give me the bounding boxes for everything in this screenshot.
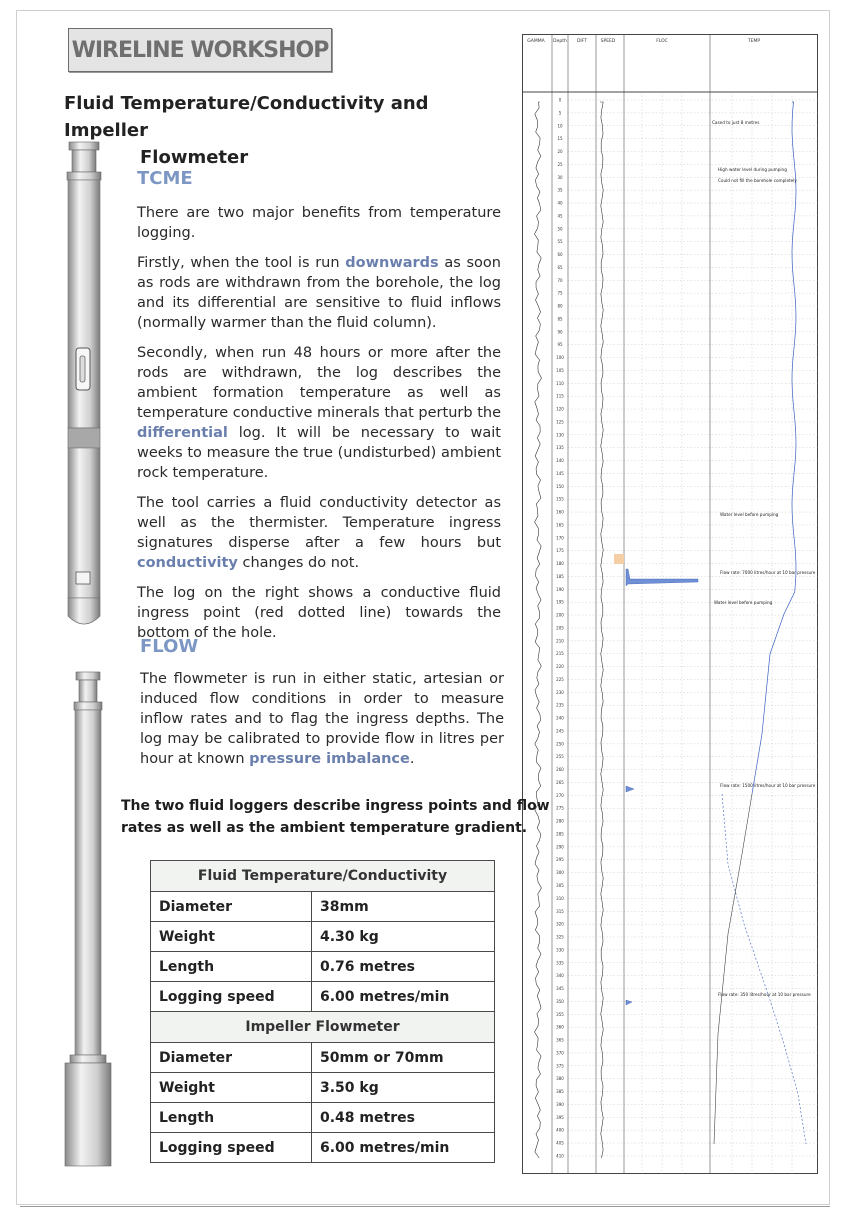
log-column-label: TEMP [747, 39, 761, 44]
tcme-body [137, 203, 501, 653]
spec-value: 0.48 metres [312, 1103, 495, 1133]
log-depth-label: 395 [556, 1114, 564, 1120]
log-annotation: Flow rate: 7000 litres/hour at 10 bar pressure [720, 570, 816, 575]
log-depth-label: 385 [556, 1089, 564, 1095]
log-depth-label: 170 [556, 535, 564, 541]
wireline-log-chart [522, 34, 818, 1174]
log-depth-label: 390 [556, 1101, 564, 1107]
flowmeter-tool-illustration [62, 670, 122, 1170]
tcme-paragraph-5: The log on the right shows a conductive fluid ingress point (red dotted line) towards the bottom of the hole. [137, 585, 501, 641]
log-depth-label: 115 [556, 393, 564, 399]
log-depth-label: 205 [556, 625, 564, 631]
log-depth-label: 50 [557, 226, 563, 232]
specs-section-flow [151, 1012, 495, 1043]
tcme-heading: TCME [137, 168, 193, 189]
specs-row [151, 1133, 495, 1163]
log-depth-label: 365 [556, 1037, 564, 1043]
log-depth-label: 55 [557, 239, 563, 245]
log-depth-label: 140 [556, 458, 564, 464]
log-depth-label: 230 [556, 689, 564, 695]
log-depth-label: 45 [557, 213, 563, 219]
log-depth-label: 190 [556, 586, 564, 592]
log-annotation: Water level before pumping [720, 512, 779, 517]
log-depth-label: 320 [556, 921, 564, 927]
log-depth-label: 25 [557, 161, 563, 167]
spec-label: Diameter [151, 1043, 312, 1073]
tcme-paragraph-1: There are two major benefits from temperature logging. [137, 205, 501, 241]
log-depth-label: 60 [557, 252, 563, 258]
log-depth-label: 0 [558, 97, 562, 103]
log-frame [523, 35, 818, 1174]
log-depth-label: 235 [556, 702, 564, 708]
log-depth-label: 180 [556, 561, 564, 567]
log-depth-label: 15 [557, 136, 563, 142]
specs-row [151, 982, 495, 1012]
specs-row [151, 922, 495, 952]
log-depth-label: 305 [556, 883, 564, 889]
log-depth-label: 10 [557, 123, 563, 129]
spec-label: Logging speed [151, 982, 312, 1012]
log-depth-label: 285 [556, 831, 564, 837]
log-depth-label: 410 [556, 1153, 564, 1159]
log-depth-label: 350 [556, 998, 564, 1004]
log-column-label: DIFT [576, 39, 588, 44]
highlight-differential: differential [137, 425, 228, 441]
log-depth-label: 70 [557, 277, 563, 283]
log-depth-label: 260 [556, 767, 564, 773]
spec-label: Length [151, 1103, 312, 1133]
log-depth-label: 220 [556, 664, 564, 670]
log-column-label: SPEED [600, 39, 616, 44]
spec-value: 50mm or 70mm [312, 1043, 495, 1073]
specs-table [150, 860, 495, 1163]
log-depth-label: 20 [557, 149, 563, 155]
log-depth-label: 95 [557, 342, 563, 348]
log-depth-label: 165 [556, 522, 564, 528]
log-annotation: Flow rate: 1500 litres/hour at 10 bar pressure [720, 783, 816, 788]
log-depth-label: 275 [556, 805, 564, 811]
log-depth-label: 345 [556, 986, 564, 992]
spec-label: Weight [151, 922, 312, 952]
log-depth-label: 125 [556, 419, 564, 425]
log-depth-label: 90 [557, 329, 563, 335]
log-depth-label: 65 [557, 264, 563, 270]
log-depth-label: 35 [557, 187, 563, 193]
log-depth-label: 400 [556, 1127, 564, 1133]
spec-value: 38mm [312, 892, 495, 922]
flow-paragraph-1: The flowmeter is run in either static, artesian or induced flow conditions in order to measure inflow rates and to flag the ingress depths. The log may be calibrated to provide flow in litres per hour at known pressure imbalance. [140, 671, 504, 767]
flow-heading: FLOW [140, 636, 199, 657]
log-depth-label: 265 [556, 779, 564, 785]
log-depth-label: 340 [556, 973, 564, 979]
log-annotation: High water level during pumping [718, 167, 787, 172]
specs-flow-title: Impeller Flowmeter [151, 1012, 495, 1043]
workshop-badge [68, 28, 332, 72]
log-depth-label: 150 [556, 483, 564, 489]
spec-value: 0.76 metres [312, 952, 495, 982]
page-title [64, 90, 504, 171]
log-depth-label: 30 [557, 174, 563, 180]
log-depth-label: 360 [556, 1024, 564, 1030]
log-ingress-marker [614, 554, 624, 564]
title-line-1: Fluid Temperature/Conductivity and Impeller [64, 93, 429, 141]
tcme-tool-illustration [62, 140, 108, 630]
tcme-paragraph-4: The tool carries a fluid conductivity detector as well as the thermister. Temperature ingress signatures disperse after a few hours but conductivity changes do not. [137, 495, 501, 571]
log-depth-label: 225 [556, 676, 564, 682]
bottom-rule [20, 1206, 830, 1207]
log-depth-label: 100 [556, 355, 564, 361]
log-depth-label: 160 [556, 509, 564, 515]
log-depth-label: 270 [556, 792, 564, 798]
badge-text: WIRELINE WORKSHOP [71, 37, 329, 63]
log-depth-label: 290 [556, 844, 564, 850]
specs-section-tcme [151, 861, 495, 892]
log-depth-label: 110 [556, 380, 564, 386]
log-depth-label: 80 [557, 303, 563, 309]
spec-label: Logging speed [151, 1133, 312, 1163]
log-depth-label: 380 [556, 1076, 564, 1082]
specs-row [151, 892, 495, 922]
log-depth-label: 135 [556, 445, 564, 451]
specs-row [151, 1073, 495, 1103]
log-depth-label: 215 [556, 651, 564, 657]
log-depth-label: 175 [556, 548, 564, 554]
specs-row [151, 1043, 495, 1073]
log-depth-label: 325 [556, 934, 564, 940]
log-depth-label: 310 [556, 895, 564, 901]
log-depth-label: 295 [556, 857, 564, 863]
log-annotation: Flow rate: 350 litres/hour at 10 bar pressure [718, 992, 811, 997]
log-depth-label: 355 [556, 1011, 564, 1017]
log-depth-label: 155 [556, 496, 564, 502]
log-column-label: GAMMA [527, 39, 545, 44]
spec-label: Diameter [151, 892, 312, 922]
log-depth-label: 75 [557, 290, 563, 296]
log-depth-label: 375 [556, 1063, 564, 1069]
log-column-label: FLOC [656, 39, 668, 44]
log-depth-label: 40 [557, 200, 563, 206]
log-depth-label: 5 [558, 110, 562, 116]
log-depth-label: 85 [557, 316, 563, 322]
log-depth-label: 315 [556, 908, 564, 914]
title-line-2: Flowmeter [140, 147, 249, 168]
tcme-paragraph-2: Firstly, when the tool is run downwards as soon as rods are withdrawn from the borehole, the log and its differential are sensitive to fluid inflows (normally warmer than the fluid column). [137, 255, 501, 331]
log-depth-label: 145 [556, 470, 564, 476]
log-depth-label: 240 [556, 715, 564, 721]
log-depth-label: 335 [556, 960, 564, 966]
tcme-paragraph-3: Secondly, when run 48 hours or more after the rods are withdrawn, the log describes the ambient formation temperature as well as temperature conductive minerals that perturb the differential log. It will be necessary to wait weeks to measure the true (undisturbed) ambient rock temperature. [137, 345, 501, 481]
log-annotation: Could not fill the borehole completely [718, 178, 797, 183]
log-depth-label: 300 [556, 870, 564, 876]
log-depth-label: 130 [556, 432, 564, 438]
log-annotation: Cased to just 8 metres [712, 120, 760, 125]
highlight-pressure-imbalance: pressure imbalance [249, 751, 410, 767]
spec-label: Weight [151, 1073, 312, 1103]
spec-value: 3.50 kg [312, 1073, 495, 1103]
log-depth-label: 105 [556, 367, 564, 373]
log-depth-label: 120 [556, 406, 564, 412]
log-depth-label: 330 [556, 947, 564, 953]
spec-value: 6.00 metres/min [312, 982, 495, 1012]
spec-value: 4.30 kg [312, 922, 495, 952]
log-depth-label: 405 [556, 1140, 564, 1146]
log-depth-label: 185 [556, 573, 564, 579]
log-depth-label: 200 [556, 612, 564, 618]
log-depth-label: 255 [556, 754, 564, 760]
spec-value: 6.00 metres/min [312, 1133, 495, 1163]
log-depth-label: 210 [556, 638, 564, 644]
flow-body [140, 669, 504, 779]
highlight-downwards: downwards [345, 255, 439, 271]
summary-text: The two fluid loggers describe ingress points and flow rates as well as the ambient temperature gradient. [121, 798, 550, 836]
specs-tcme-title: Fluid Temperature/Conductivity [151, 861, 495, 892]
log-column-label: Depth [553, 39, 567, 44]
highlight-conductivity: conductivity [137, 555, 238, 571]
log-depth-label: 245 [556, 728, 564, 734]
log-annotation: Water level before pumping [714, 600, 773, 605]
log-depth-label: 250 [556, 741, 564, 747]
specs-row [151, 952, 495, 982]
specs-row [151, 1103, 495, 1133]
log-depth-label: 370 [556, 1050, 564, 1056]
log-depth-label: 195 [556, 599, 564, 605]
log-depth-label: 280 [556, 818, 564, 824]
spec-label: Length [151, 952, 312, 982]
